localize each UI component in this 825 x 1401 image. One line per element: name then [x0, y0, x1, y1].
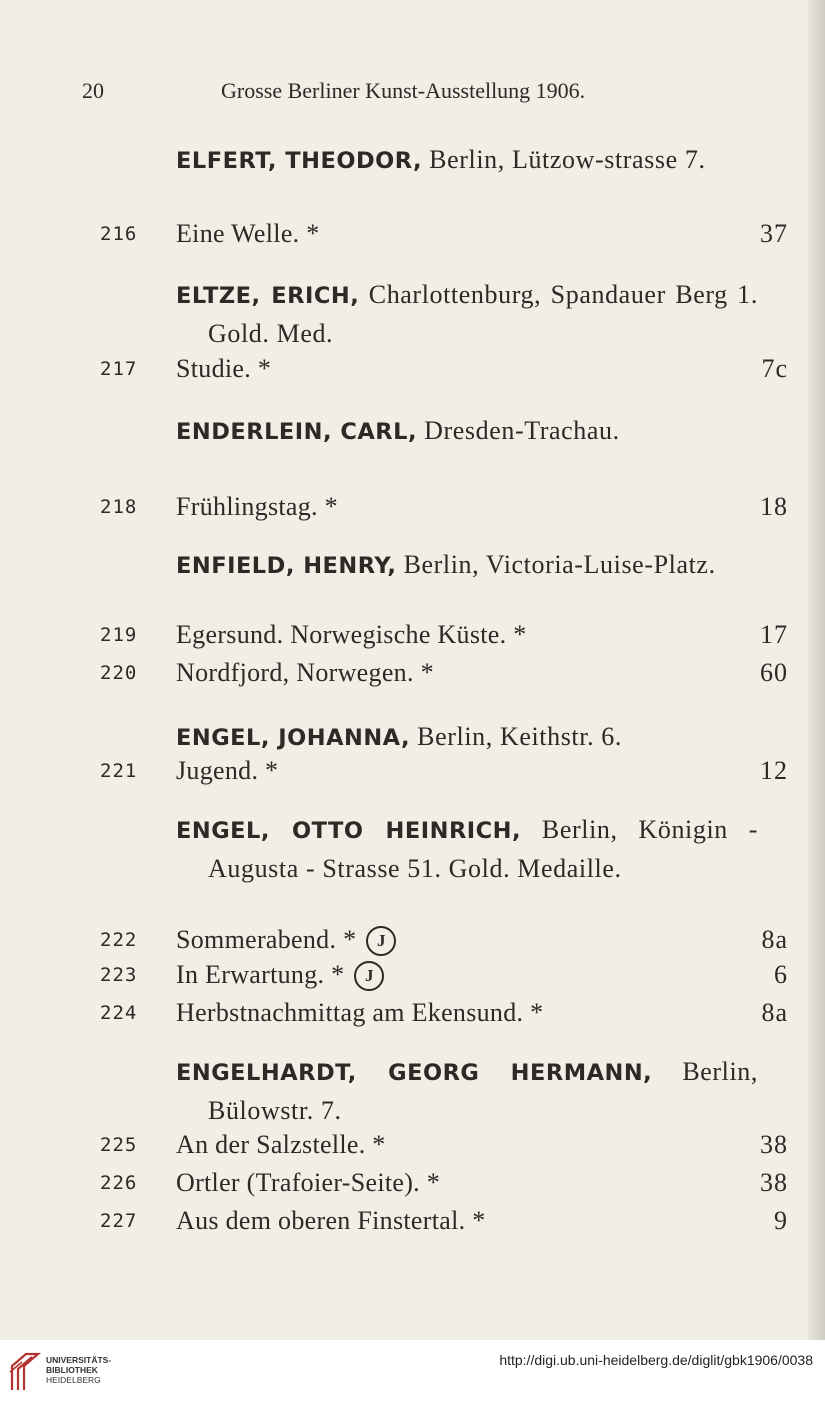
entry-title: Egersund. Norwegische Küste. * — [176, 620, 527, 649]
entry-room: 18 — [760, 492, 788, 521]
running-title: Grosse Berliner Kunst-Ausstellung 1906. — [221, 78, 586, 103]
entry-room: 17 — [760, 620, 788, 649]
entry-title-text: In Erwartung. * — [176, 960, 345, 989]
artist-heading — [176, 1053, 758, 1129]
entry-title — [176, 922, 396, 958]
entry-room: 9 — [774, 1206, 788, 1235]
catalog-entry — [0, 922, 808, 958]
entry-number: 226 — [100, 1172, 138, 1194]
entry-room: 7c — [761, 354, 788, 383]
entry-title: Eine Welle. * — [176, 219, 320, 248]
library-name-line: BIBLIOTHEK — [46, 1365, 98, 1375]
source-url-link[interactable]: http://digi.ub.uni-heidelberg.de/diglit/gbk1906/0038 — [499, 1352, 813, 1368]
catalog-entry — [0, 351, 808, 387]
entry-title — [176, 957, 384, 993]
artist-address: Berlin, Lützow-strasse 7. — [429, 145, 706, 174]
entry-room: 60 — [760, 658, 788, 687]
artist-name: ENDERLEIN, CARL, — [176, 419, 417, 445]
artist-name: ENGELHARDT, GEORG HERMANN, — [176, 1060, 653, 1086]
artist-address: Dresden-Trachau. — [424, 416, 620, 445]
artist-address: Charlottenburg, Spandauer Berg 1. Gold. Med. — [208, 280, 758, 348]
catalog-entry — [0, 995, 808, 1031]
catalog-entry — [0, 1165, 808, 1201]
artist-name: ENFIELD, HENRY, — [176, 553, 397, 579]
artist-heading — [176, 276, 758, 352]
entry-room: 12 — [760, 756, 788, 785]
page-number: 20 — [82, 78, 104, 103]
library-name — [46, 1355, 111, 1385]
catalog-entry — [0, 1203, 808, 1239]
artist-heading — [176, 811, 758, 887]
library-logo-icon — [8, 1350, 42, 1392]
entry-room: 37 — [760, 219, 788, 248]
entry-number: 216 — [100, 223, 138, 245]
artist-name: ENGEL, JOHANNA, — [176, 725, 411, 751]
entry-number: 218 — [100, 496, 138, 518]
catalog-entry — [0, 957, 808, 993]
entry-room: 38 — [760, 1168, 788, 1197]
page-edge — [808, 0, 825, 1340]
entry-number: 217 — [100, 358, 138, 380]
catalog-entry — [0, 655, 808, 691]
entry-title: Ortler (Trafoier-Seite). * — [176, 1168, 441, 1197]
entry-room: 8a — [761, 998, 788, 1027]
artist-name: ELFERT, THEODOR, — [176, 148, 423, 174]
catalog-entry — [0, 216, 808, 252]
entry-number: 225 — [100, 1134, 138, 1156]
jury-mark-icon: J — [354, 961, 384, 991]
artist-heading — [176, 412, 758, 451]
entry-title: Studie. * — [176, 354, 272, 383]
entry-number: 219 — [100, 624, 138, 646]
catalog-entry — [0, 753, 808, 789]
artist-heading — [176, 141, 758, 180]
entry-room: 6 — [774, 960, 788, 989]
entry-title-text: Sommerabend. * — [176, 925, 357, 954]
entry-title: Aus dem oberen Finstertal. * — [176, 1206, 486, 1235]
entry-title: Nordfjord, Norwegen. * — [176, 658, 434, 687]
artist-name: ENGEL, OTTO HEINRICH, — [176, 818, 522, 844]
entry-number: 227 — [100, 1210, 138, 1232]
catalog-entry — [0, 1127, 808, 1163]
artist-address: Berlin, Victoria-Luise-Platz. — [403, 550, 716, 579]
artist-name: ELTZE, ERICH, — [176, 283, 360, 309]
catalog-entry — [0, 489, 808, 525]
entry-title: An der Salzstelle. * — [176, 1130, 386, 1159]
entry-title: Frühlingstag. * — [176, 492, 338, 521]
entry-room: 8a — [761, 925, 788, 954]
entry-title: Jugend. * — [176, 756, 279, 785]
artist-heading — [176, 718, 758, 757]
entry-number: 220 — [100, 662, 138, 684]
jury-mark-icon: J — [366, 926, 396, 956]
entry-title: Herbstnachmittag am Ekensund. * — [176, 998, 544, 1027]
artist-heading — [176, 546, 758, 585]
entry-number: 224 — [100, 1002, 138, 1024]
library-name-line: UNIVERSITÄTS- — [46, 1355, 112, 1365]
artist-address: Berlin, Königin - Augusta - Strasse 51. Gold. Medaille. — [208, 815, 758, 883]
entry-number: 223 — [100, 964, 138, 986]
artist-address: Berlin, Keithstr. 6. — [417, 722, 622, 751]
catalog-entry — [0, 617, 808, 653]
entry-number: 221 — [100, 760, 138, 782]
entry-room: 38 — [760, 1130, 788, 1159]
entry-number: 222 — [100, 929, 138, 951]
library-name-line: HEIDELBERG — [46, 1375, 101, 1385]
artist-address: Berlin, Bülowstr. 7. — [208, 1057, 758, 1125]
footer-bar — [0, 1340, 825, 1401]
